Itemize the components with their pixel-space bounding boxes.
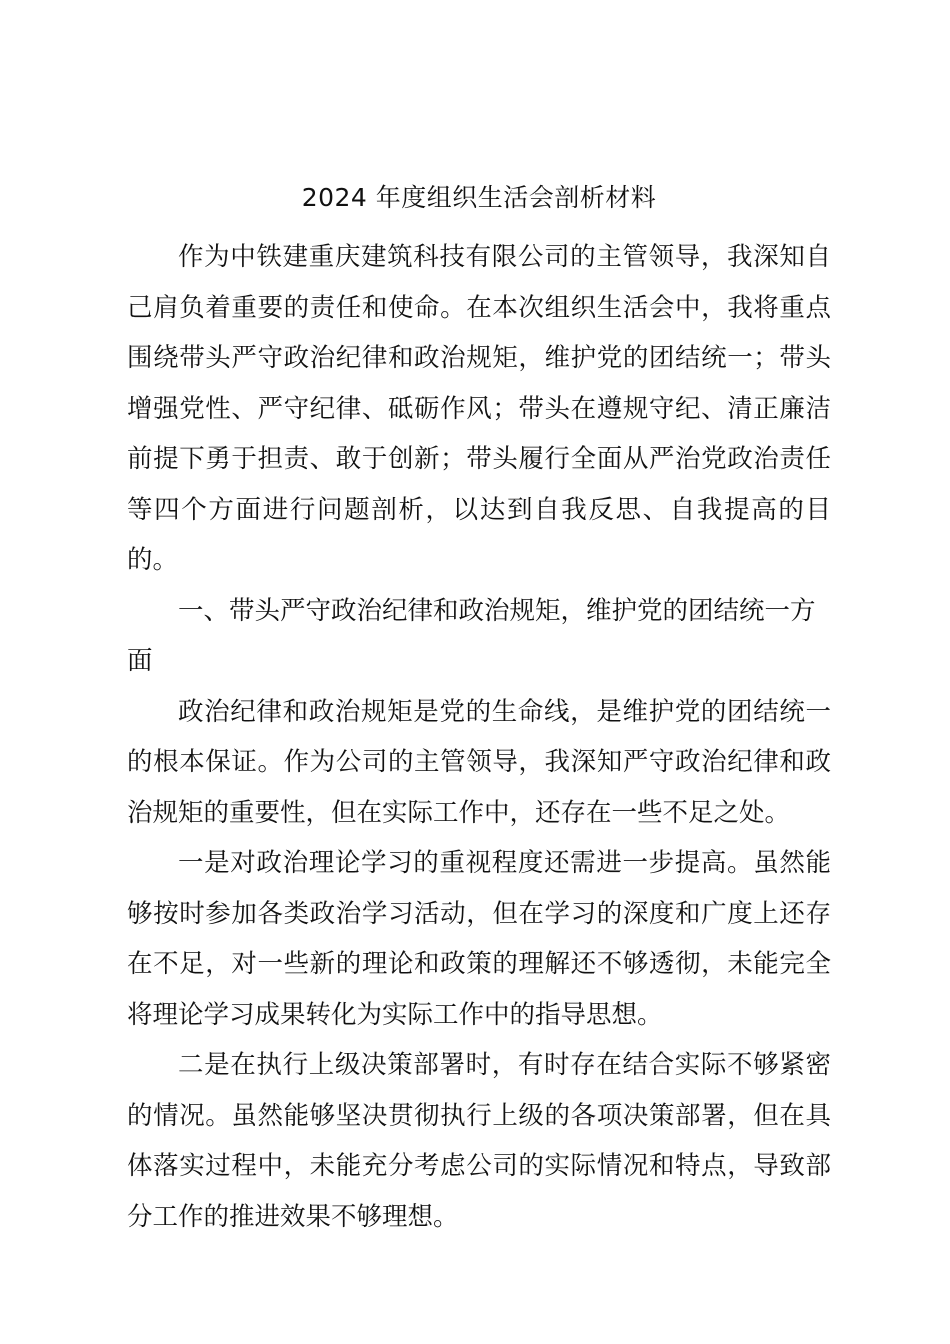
section-heading: 一、带头严守政治纪律和政治规矩，维护党的团结统一方面 bbox=[127, 595, 816, 676]
point-one-paragraph: 一是对政治理论学习的重视程度还需进一步提高。虽然能够按时参加各类政治学习活动，但在学习的深度和广度上还存在不足，对一些新的理论和政策的理解还不够透彻，未能完全将理论学习成果转化为实际工作中的指导思想。 bbox=[127, 848, 831, 1030]
point-two-paragraph: 二是在执行上级决策部署时，有时存在结合实际不够紧密的情况。虽然能够坚决贯彻执行上级的各项决策部署，但在具体落实过程中，未能充分考虑公司的实际情况和特点，导致部分工作的推进效果不够理想。 bbox=[127, 1050, 831, 1232]
intro-paragraph: 作为中铁建重庆建筑科技有限公司的主管领导，我深知自己肩负着重要的责任和使命。在本次组织生活会中，我将重点围绕带头严守政治纪律和政治规矩，维护党的团结统一；带头增强党性、严守纪律、砥砺作风；带头在遵规守纪、清正廉洁前提下勇于担责、敢于创新；带头履行全面从严治党政治责任等四个方面进行问题剖析，以达到自我反思、自我提高的目的。 bbox=[127, 242, 831, 575]
document-body bbox=[127, 178, 831, 1242]
section-paragraph: 政治纪律和政治规矩是党的生命线，是维护党的团结统一的根本保证。作为公司的主管领导，我深知严守政治纪律和政治规矩的重要性，但在实际工作中，还存在一些不足之处。 bbox=[127, 696, 831, 828]
document-title: 2024 年度组织生活会剖析材料 bbox=[301, 183, 657, 212]
